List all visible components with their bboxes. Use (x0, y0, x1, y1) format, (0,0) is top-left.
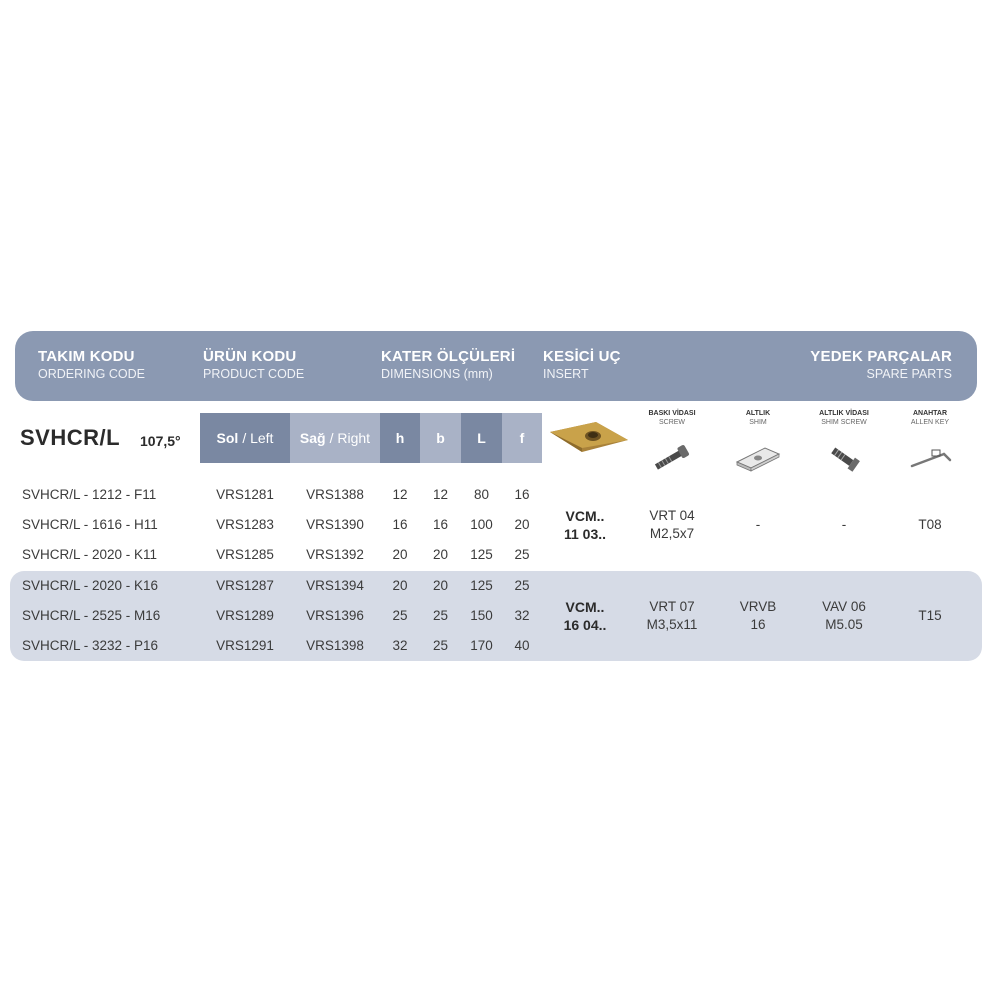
column-left (200, 413, 290, 463)
dimensions-header (381, 348, 515, 381)
row-h: 25 (392, 608, 408, 623)
column-right-rest: / Right (329, 430, 371, 446)
group-2-insert-line2: 16 04.. (563, 617, 607, 633)
row-L: 150 (470, 608, 493, 623)
column-L: L (461, 413, 502, 463)
group-2-allen-key (890, 607, 970, 625)
group-1-allen-key (890, 516, 970, 534)
spare-screw-tr: BASKI VİDASI (648, 410, 696, 417)
row-code: SVHCR/L - 2525 - M16 (22, 608, 161, 623)
row-h: 32 (392, 638, 408, 653)
row-L: 125 (470, 578, 493, 593)
row-f: 25 (514, 578, 530, 593)
column-f: f (502, 413, 542, 463)
row-h: 20 (392, 547, 408, 562)
spare-allen-key-tr: ANAHTAR (912, 410, 948, 417)
row-h: 12 (392, 487, 408, 502)
row-h: 20 (392, 578, 408, 593)
spare-parts-title: YEDEK PARÇALAR (810, 348, 952, 365)
group-1-allen-key-value: T08 (918, 517, 942, 532)
row-right: VRS1390 (306, 517, 364, 532)
row-b: 20 (432, 547, 449, 562)
group-2-insert-line1: VCM.. (565, 599, 605, 615)
group-1-shim-screw-value: - (841, 517, 847, 532)
spare-allen-key-en: ALLEN KEY (910, 419, 950, 426)
tool-title: SVHCR/L (20, 425, 121, 450)
tool-angle: 107,5° (140, 433, 181, 449)
row-f: 32 (514, 608, 530, 623)
spare-shim-screw-tr: ALTLIK VİDASI (819, 410, 869, 417)
row-L: 125 (470, 547, 493, 562)
spare-screw-header (636, 410, 708, 426)
ordering-code-subtitle: ORDERING CODE (38, 367, 145, 381)
row-left: VRS1289 (216, 608, 274, 623)
product-code-subtitle: PRODUCT CODE (203, 367, 305, 381)
row-code: SVHCR/L - 1212 - F11 (22, 487, 157, 502)
group-1-shim-value: - (755, 517, 761, 532)
group-2-screw-line1: VRT 07 (649, 599, 695, 614)
group-1-insert (545, 507, 625, 543)
table-row (0, 540, 1000, 570)
dimensions-title: KATER ÖLÇÜLERİ (381, 348, 516, 365)
column-left-rest: / Left (242, 430, 274, 446)
row-code: SVHCR/L - 3232 - P16 (22, 638, 159, 653)
row-code: SVHCR/L - 2020 - K16 (22, 578, 159, 593)
spare-parts-header (810, 348, 952, 381)
row-left: VRS1291 (216, 638, 274, 653)
group-1-screw (632, 507, 712, 543)
row-b: 25 (432, 638, 449, 653)
table-row (0, 480, 1000, 510)
table-row (0, 631, 1000, 661)
column-b: b (420, 413, 461, 463)
group-2-insert (545, 598, 625, 634)
row-f: 16 (514, 487, 530, 502)
row-code: SVHCR/L - 1616 - H11 (22, 517, 158, 532)
spare-screw-en: SCREW (658, 419, 686, 426)
row-left: VRS1285 (216, 547, 274, 562)
dimensions-subtitle: DIMENSIONS (mm) (381, 367, 493, 381)
spare-shim-en: SHIM (749, 419, 767, 426)
table-row (0, 571, 1000, 601)
insert-header (543, 348, 621, 381)
spare-shim-screw-header (808, 410, 880, 426)
group-2-shim-line1: VRVB (739, 599, 777, 614)
column-right-bold: Sağ (299, 430, 326, 446)
ordering-code-header (38, 348, 145, 381)
product-code-title: ÜRÜN KODU (203, 348, 297, 365)
row-right: VRS1392 (306, 547, 364, 562)
product-code-header (203, 348, 304, 381)
table-header-bar (15, 331, 977, 401)
insert-title: KESİCİ UÇ (543, 348, 621, 365)
row-L: 80 (473, 487, 490, 502)
column-right (290, 413, 380, 463)
row-h: 16 (392, 517, 408, 532)
allen-key-icon (908, 440, 954, 476)
spare-shim-tr: ALTLIK (745, 410, 771, 417)
row-L: 100 (470, 517, 493, 532)
row-left: VRS1281 (216, 487, 274, 502)
group-1-shim (718, 516, 798, 534)
spare-allen-key-header (894, 410, 966, 426)
row-f: 20 (514, 517, 530, 532)
group-2-shim-line2: 16 (750, 617, 766, 632)
group-2-screw (632, 598, 712, 634)
insert-subtitle: INSERT (543, 367, 589, 381)
shim-screw-icon (825, 440, 865, 476)
row-b: 16 (432, 517, 449, 532)
group-2-screw-line2: M3,5x11 (646, 617, 698, 632)
insert-image (548, 418, 630, 458)
spare-parts-subtitle: SPARE PARTS (866, 367, 952, 381)
shim-icon (735, 440, 781, 476)
row-b: 25 (432, 608, 449, 623)
group-2-shim (718, 598, 798, 634)
row-L: 170 (470, 638, 493, 653)
row-f: 25 (514, 547, 530, 562)
row-code: SVHCR/L - 2020 - K11 (22, 547, 158, 562)
row-right: VRS1398 (306, 638, 364, 653)
group-2-allen-key-value: T15 (918, 608, 942, 623)
row-f: 40 (514, 638, 530, 653)
screw-icon (650, 440, 694, 476)
group-1-screw-line1: VRT 04 (649, 508, 695, 523)
row-b: 20 (432, 578, 449, 593)
ordering-code-title: TAKIM KODU (38, 348, 135, 365)
column-left-bold: Sol (216, 430, 239, 446)
spare-shim-header (722, 410, 794, 426)
row-right: VRS1396 (306, 608, 364, 623)
group-1-screw-line2: M2,5x7 (649, 526, 695, 541)
row-right: VRS1394 (306, 578, 364, 593)
row-left: VRS1283 (216, 517, 274, 532)
group-1-insert-line1: VCM.. (565, 508, 605, 524)
group-2-shim-screw-line1: VAV 06 (822, 599, 866, 614)
group-1-shim-screw (804, 516, 884, 534)
row-right: VRS1388 (306, 487, 364, 502)
group-1-insert-line2: 11 03.. (563, 526, 607, 542)
spare-shim-screw-en: SHIM SCREW (821, 419, 867, 426)
group-2-shim-screw-line2: M5.05 (825, 617, 863, 632)
row-left: VRS1287 (216, 578, 274, 593)
column-h: h (380, 413, 420, 463)
row-b: 12 (432, 487, 449, 502)
group-2-shim-screw (804, 598, 884, 634)
